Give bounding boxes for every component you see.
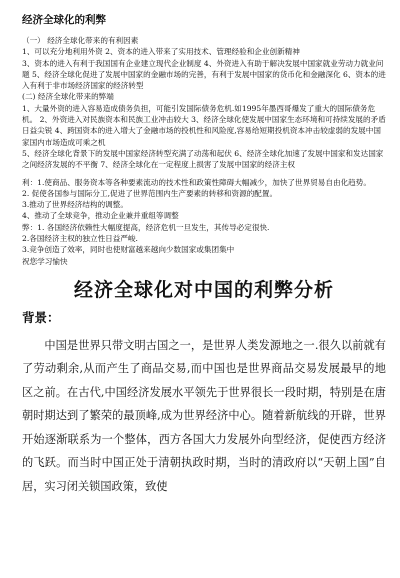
- main-title: 经济全球化对中国的利弊分析: [73, 278, 334, 301]
- cons-line: 3.竞争创造了效率，同时也使财富越来越向少数国家或集团集中: [22, 245, 235, 255]
- cons-line: 弊：1. 各国经济依赖性大幅度提高，经济危机一旦发生，其传导必定很快.: [22, 222, 270, 232]
- background-label: 背景：: [22, 309, 60, 325]
- pros-block: [22, 177, 386, 222]
- section-heading-advantages: （一） 经济全球化带来的有利因素: [22, 36, 139, 45]
- pros-line: 4、推动了全球竞争，推动企业兼并重组等调整: [22, 211, 179, 221]
- disadvantage-line: 5、经济全球化背景下的发展中国家经济转型充满了动荡和起伏 6、经济全球化加速了发展中国家和发达国家之间经济发展的不平衡 7、经济全球化在一定程度上损害了发展中国家的经济主权: [22, 148, 384, 170]
- pros-line: 利：1.使商品、服务资本等各种要素流动的技术性和政策性障碍大幅减少，加快了世界贸易自由化趋势。: [22, 177, 371, 187]
- closing-line: 祝您学习愉快: [22, 256, 68, 266]
- disadvantage-line: 1、大量外资的进入容易造成债务负担，可能引发国际债务危机.如1995年墨西哥爆发了重大的国际债务危机。 2、外资进入对民族资本和民族工业冲击较大 3、经济全球化使发展中国家生态环境和可持续发展的矛盾日益尖锐 4、跨国资本的进入增大了金融市场的投机性和风险度,容易给短期投机资本冲击较虚弱的发展中国家国内市场造成可乘之机: [22, 103, 386, 147]
- page-title: 经济全球化的利弊: [22, 14, 106, 26]
- background-paragraph: 中国是世界只带文明古国之一，是世界人类发源地之一.很久以前就有了劳动剩余,从而产生了商品交易,而中国也是世界商品交易发展最早的地区之前。在古代,中国经济发展水平领先于世界很长一段时期，特别是在唐朝时期达到了繁荣的最顶峰,成为世界经济中心。随着新航线的开辟，世界开始逐渐联系为一个整体，西方各国大力发展外向型经济，促使西方经济的飞跃。而当时中国正处于清朝执政时期，当时的清政府以“天朝上国”自居，实习闭关锁国政策，致使: [22, 338, 386, 493]
- advantage-line: 3、资本的进入有利于我国国有企业建立现代企业制度 4、外资进入有助于解决发展中国家就业劳动力就业问题 5、经济全球化促进了发展中国家的金融市场的完善，有利于发展中国家的货币化和金融深化 6、资本的进入有利于非市场经济国家的经济转型: [22, 58, 386, 91]
- cons-line: 2.各国经济主权的独立性日益严峻.: [22, 234, 138, 244]
- pros-line: 2. 促使各国参与国际分工,促进了世界范围内生产要素的转移和资源的配置。: [22, 188, 278, 198]
- advantage-line: 1、可以充分地利用外资 2、资本的进入带来了实用技术、管理经验和企业创新精神: [22, 47, 300, 57]
- pros-line: 3.推动了世界经济结构的调整。: [22, 200, 128, 210]
- cons-block: [22, 222, 386, 267]
- section-heading-disadvantages: (二) 经济全球化带来的弊端: [22, 92, 114, 102]
